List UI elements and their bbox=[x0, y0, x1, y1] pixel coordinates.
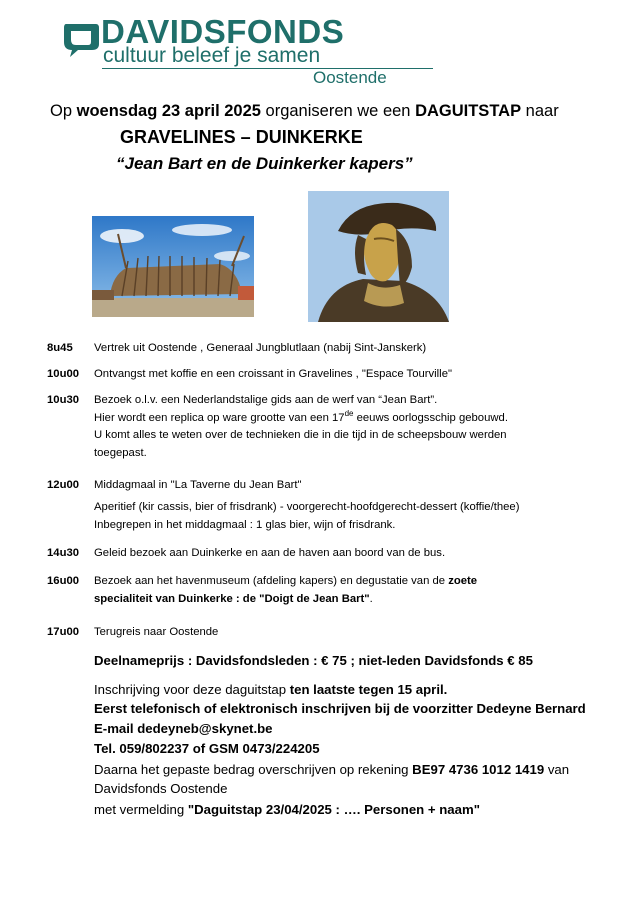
registration-deadline: Inschrijving voor deze daguitstap ten laatste tegen 15 april. bbox=[94, 682, 448, 697]
program-text: Middagmaal in "La Taverne du Jean Bart" Aperitief (kir cassis, bier of frisdrank) - voorgerecht-hoofdgerecht-dessert (koffie/thee) Inbegrepen in het middagmaal : 1 glas bier, wijn of frisdrank. bbox=[94, 479, 520, 531]
registration-phone: Tel. 059/802237 of GSM 0473/224205 bbox=[94, 741, 320, 756]
program-item bbox=[47, 624, 607, 642]
program-text: Geleid bezoek aan Duinkerke en aan de haven aan boord van de bus. bbox=[94, 547, 446, 559]
registration-email: E-mail dedeyneb@skynet.be bbox=[94, 721, 273, 736]
ship-replica-photo bbox=[92, 216, 254, 317]
program-time: 16u00 bbox=[47, 575, 80, 587]
logo-city: Oostende bbox=[313, 68, 387, 87]
page-subtitle: “Jean Bart en de Duinkerker kapers” bbox=[116, 154, 413, 173]
program-text: Bezoek aan het havenmuseum (afdeling kapers) en degustatie van de zoete specialiteit van Duinkerke : de "Doigt de Jean Bart". bbox=[94, 575, 478, 605]
program-item bbox=[47, 477, 607, 535]
program-item bbox=[47, 392, 607, 462]
program-item bbox=[47, 545, 607, 563]
logo-tagline: cultuur beleef je samen bbox=[103, 44, 321, 67]
page-title: GRAVELINES – DUINKERKE bbox=[120, 127, 363, 147]
program-time: 10u00 bbox=[47, 368, 80, 380]
program-time: 14u30 bbox=[47, 547, 80, 559]
program-time: 12u00 bbox=[47, 479, 80, 491]
program-text: Vertrek uit Oostende , Generaal Jungblutlaan (nabij Sint-Janskerk) bbox=[94, 342, 427, 354]
program-time: 17u00 bbox=[47, 626, 80, 638]
registration-payment: Daarna het gepaste bedrag overschrijven op rekening BE97 4736 1012 1419 van bbox=[94, 762, 570, 777]
program-item bbox=[47, 340, 607, 358]
program-text: Terugreis naar Oostende bbox=[94, 626, 219, 638]
davidsfonds-logo-icon bbox=[62, 22, 100, 58]
price-line: Deelnameprijs : Davidsfondsleden : € 75 ; niet-leden Davidsfonds € 85 bbox=[94, 653, 533, 668]
jean-bart-statue-photo bbox=[308, 191, 449, 322]
trip-kind: DAGUITSTAP bbox=[415, 102, 522, 120]
registration-payee: Davidsfonds Oostende bbox=[94, 781, 228, 796]
logo-name: DAVIDSFONDS bbox=[101, 13, 345, 50]
program-time: 10u30 bbox=[47, 394, 80, 406]
trip-date: woensdag 23 april 2025 bbox=[76, 102, 261, 120]
program-item bbox=[47, 573, 607, 608]
program-text: Ontvangst met koffie en een croissant in Gravelines , "Espace Tourville" bbox=[94, 368, 452, 380]
registration-reference: met vermelding "Daguitstap 23/04/2025 : …. Personen + naam" bbox=[94, 802, 480, 817]
registration-contact: Eerst telefonisch of elektronisch inschrijven bij de voorzitter Dedeyne Bernard bbox=[94, 701, 586, 716]
program-time: 8u45 bbox=[47, 342, 73, 354]
intro-line: Op woensdag 23 april 2025 organiseren we een DAGUITSTAP naar bbox=[50, 102, 559, 120]
program-item bbox=[47, 366, 607, 384]
program-text: Bezoek o.l.v. een Nederlandstalige gids aan de werf van “Jean Bart”. Hier wordt een replica op ware grootte van een 17de eeuws oorlogsschip gebouwd. U komt alles te weten over de technieken die in die tijd in de scheepsbouw werden toegepast. bbox=[94, 394, 508, 459]
